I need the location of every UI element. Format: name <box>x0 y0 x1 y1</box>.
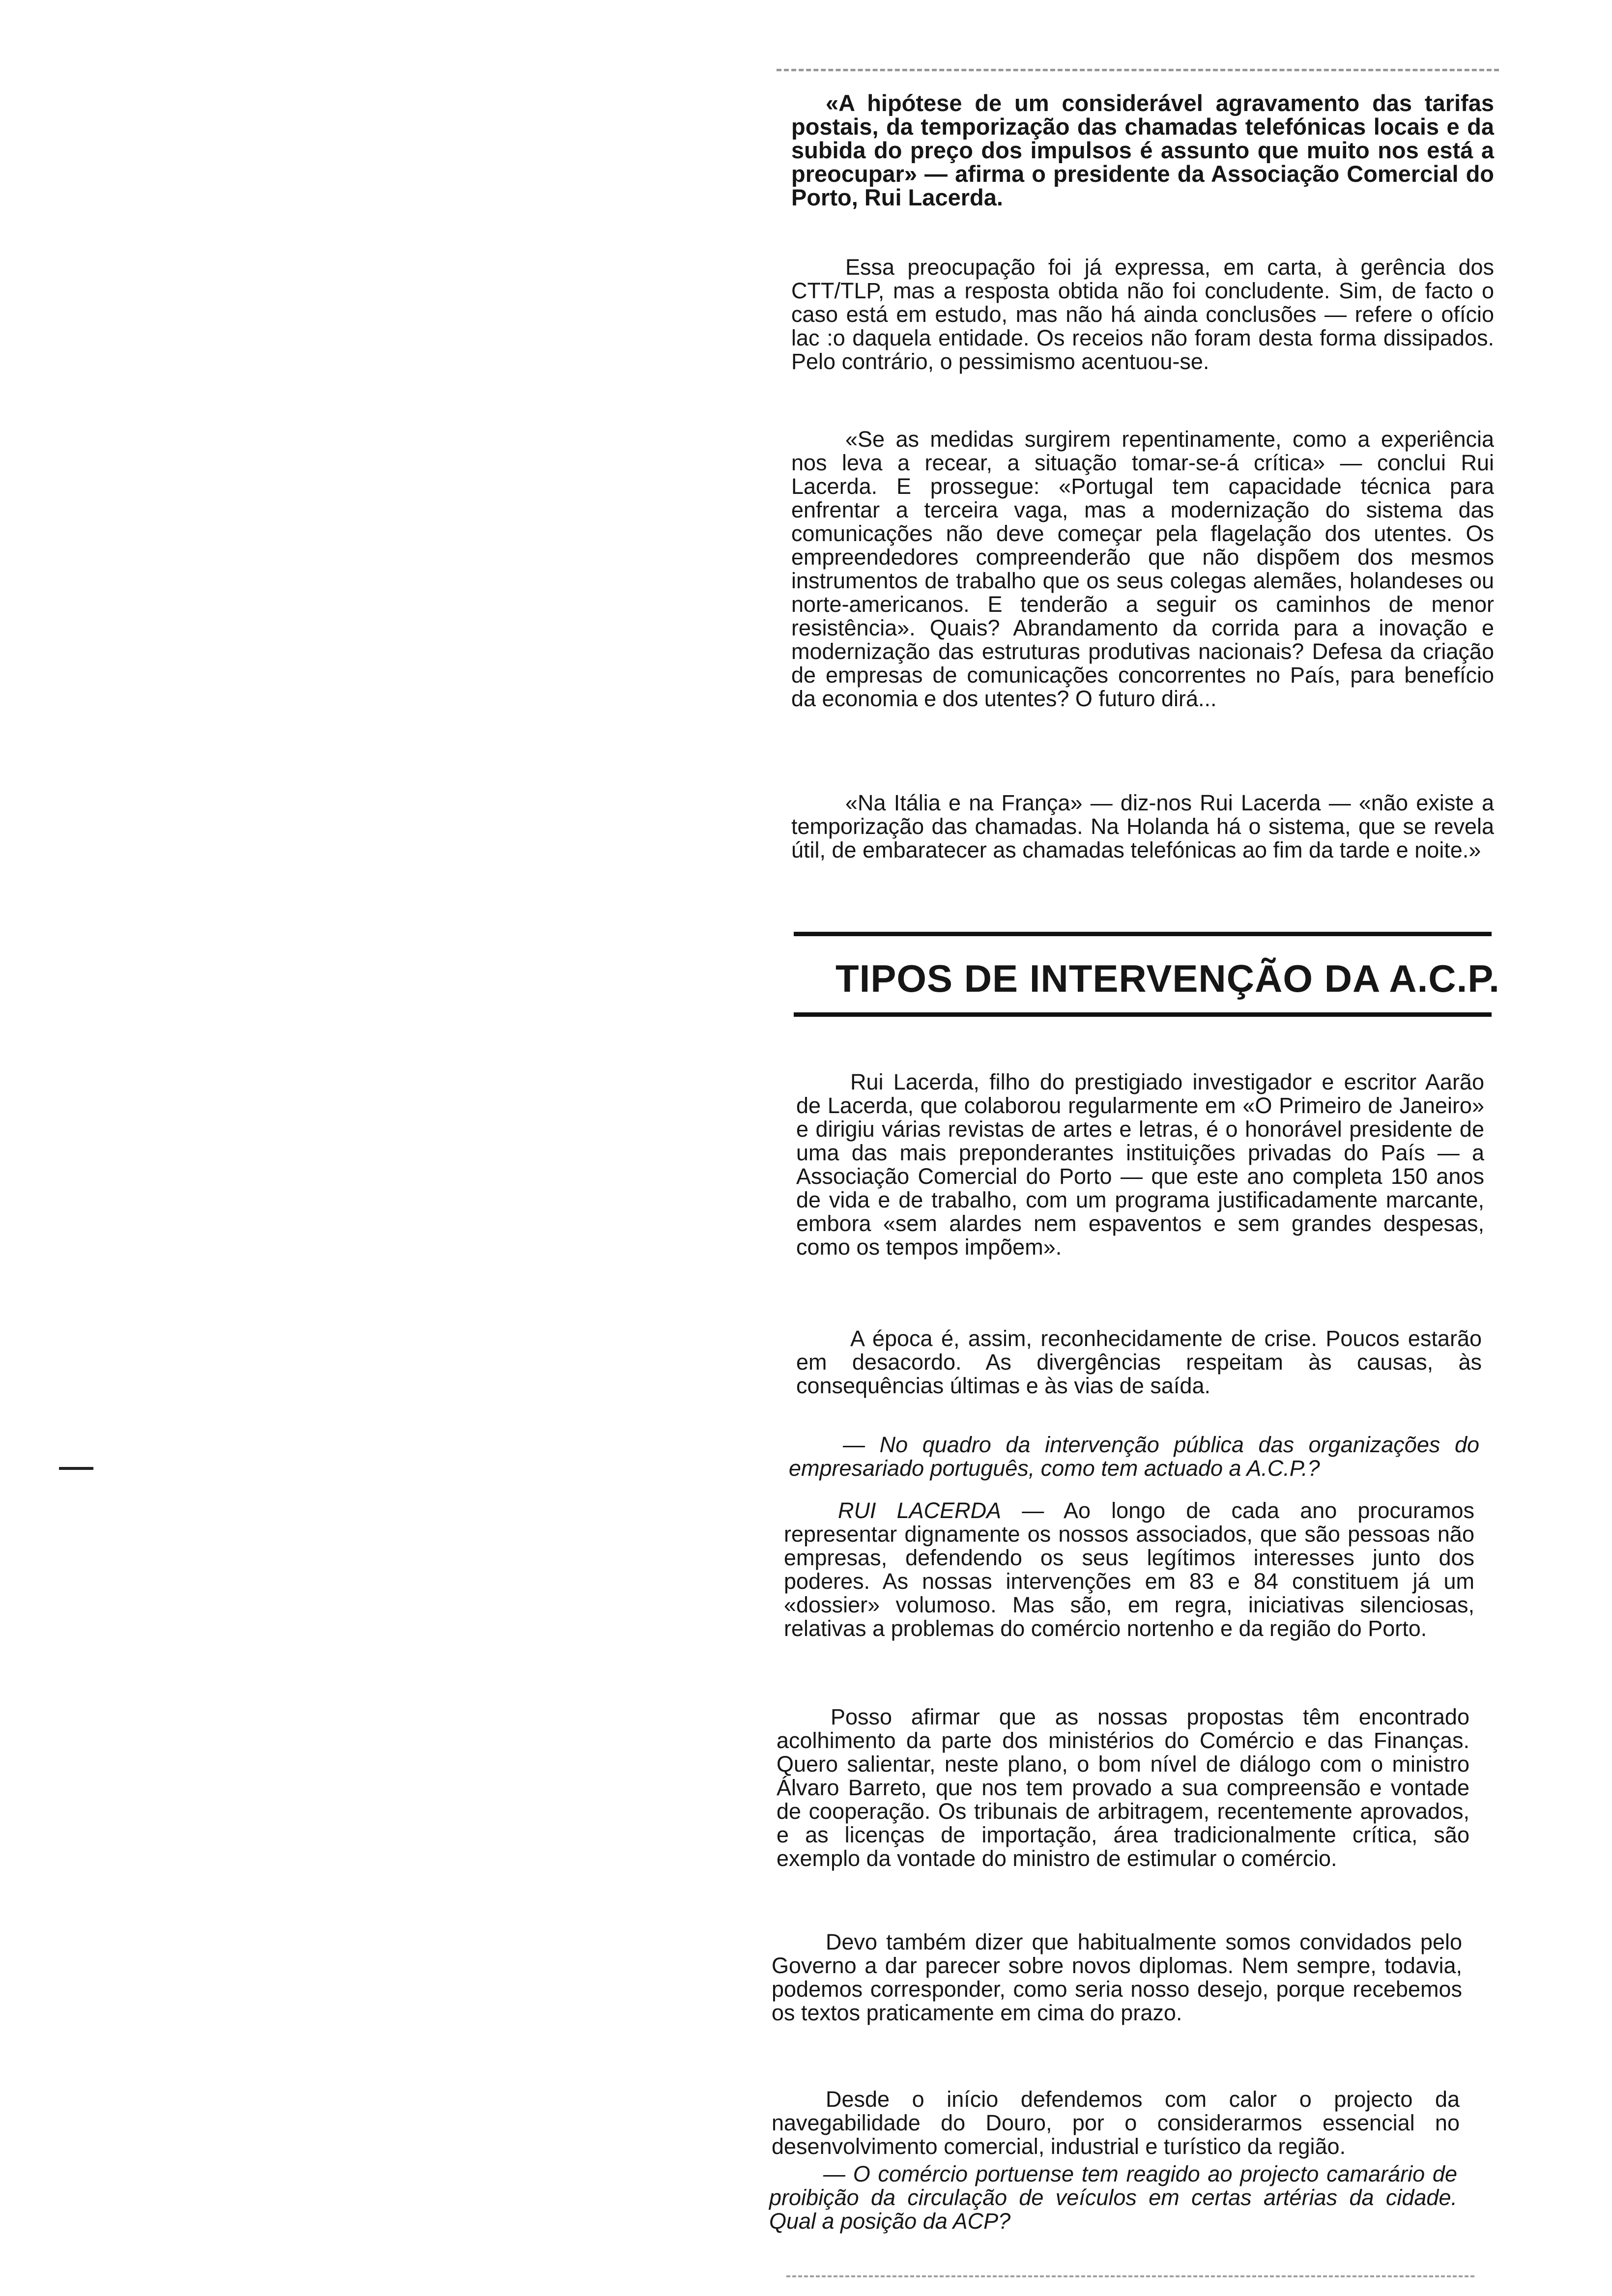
paragraph: Devo também dizer que habitualmente somos convidados pelo Governo a dar parecer sobre novos diplomas. Nem sempre, todavia, podemos corresponder, como seria nosso desejo, porque recebemos os textos praticamente em cima do prazo. <box>772 1929 1462 2025</box>
interview-question <box>789 1433 1479 1480</box>
paragraph-block <box>772 2088 1460 2158</box>
answer-text: — Ao longo de cada ano procuramos representar dignamente os nossos associados, que são pessoas não empresas, defendendo os seus legítimos interesses junto dos poderes. As nossas intervenções em 83 e 84 constituem já um «dossier» volumoso. Mas são, em regra, iniciativas silenciosas, relativas a problemas do comércio nortenho e da região do Porto. <box>784 1498 1474 1641</box>
paragraph: «Na Itália e na França» — diz-nos Rui Lacerda — «não existe a temporização das chamadas. Na Holanda há o sistema, que se revela útil, de embaratecer as chamadas telefónicas ao fim da tarde e noite.» <box>791 790 1494 862</box>
interview-question <box>769 2162 1457 2233</box>
interview-answer <box>784 1499 1474 1640</box>
paragraph: Essa preocupação foi já expressa, em carta, à gerência dos CTT/TLP, mas a resposta obtida não foi concludente. Sim, de facto o caso está em estudo, mas não há ainda conclusões — refere o ofício lac :o daquela entidade. Os receios não foram desta forma dissipados. Pelo contrário, o pessimismo acentuou-se. <box>791 255 1494 374</box>
question-text: — No quadro da intervenção pública das organizações do empresariado português, como tem actuado a A.C.P.? <box>789 1432 1479 1481</box>
paragraph-block <box>796 1327 1482 1398</box>
paragraph: «Se as medidas surgirem repentinamente, como a experiência nos leva a recear, a situação tomar-se-á crítica» — conclui Rui Lacerda. E prossegue: «Portugal tem capacidade técnica para enfrentar a terceira vaga, mas a modernização do sistema das comunicações não deve começar pela flagelação dos utentes. Os empreendedores compreenderão que não dispõem dos mesmos instrumentos de trabalho que os seus colegas alemães, holandeses ou norte-americanos. E tenderão a seguir os caminhos de menor resistência». Quais? Abrandamento da corrida para a inovação e modernização das estruturas produtivas nacionais? Defesa da criação de empresas de comunicações concorrentes no País, para benefício da economia e dos utentes? O futuro dirá... <box>791 427 1494 711</box>
paragraph-block <box>796 1070 1484 1259</box>
speaker-name: RUI LACERDA <box>838 1498 1002 1523</box>
scan-bottom-edge <box>786 2275 1474 2281</box>
margin-mark <box>59 1467 93 1470</box>
question-text: — O comércio portuense tem reagido ao projecto camarário de proibição da circulação de veículos em certas artérias da cidade. Qual a posição da ACP? <box>769 2161 1457 2234</box>
lead-paragraph: «A hipótese de um considerável agravamento das tarifas postais, da temporização das chamadas telefónicas locais e da subida do preço dos impulsos é assunto que muito nos está a preocupar» — afirma o presidente da Associação Comercial do Porto, Rui Lacerda. <box>791 90 1494 210</box>
paragraph-block <box>791 791 1494 862</box>
scan-top-edge <box>777 69 1499 78</box>
section-heading: TIPOS DE INTERVENÇÃO DA A.C.P. <box>835 957 1500 1000</box>
heading-rule-bottom <box>794 1012 1492 1017</box>
paragraph-block <box>791 256 1494 373</box>
paragraph: A época é, assim, reconhecidamente de crise. Poucos estarão em desacordo. As divergências respeitam às causas, às consequências últimas e às vias de saída. <box>796 1326 1482 1398</box>
answer-paragraph <box>784 1499 1474 1640</box>
paragraph-block <box>772 1930 1462 2025</box>
paragraph-block <box>791 428 1494 711</box>
paragraph: Desde o início defendemos com calor o projecto da navegabilidade do Douro, por o considerarmos essencial no desenvolvimento comercial, industrial e turístico da região. <box>772 2087 1460 2159</box>
article-lead <box>791 91 1494 209</box>
heading-rule-top <box>794 932 1492 936</box>
paragraph: Posso afirmar que as nossas propostas têm encontrado acolhimento da parte dos ministérios do Comércio e das Finanças. Quero salientar, neste plano, o bom nível de diálogo com o ministro Álvaro Barreto, que nos tem provado a sua compreensão e vontade de cooperação. Os tribunais de arbitragem, recentemente aprovados, e as licenças de importação, área tradicionalmente crítica, são exemplo da vontade do ministro de estimular o comércio. <box>777 1704 1469 1871</box>
intro-paragraph: Rui Lacerda, filho do prestigiado investigador e escritor Aarão de Lacerda, que colaborou regularmente em «O Primeiro de Janeiro» e dirigiu várias revistas de artes e letras, é o honorável presidente de uma das mais preponderantes instituições privadas do País — a Associação Comercial do Porto — que este ano completa 150 anos de vida e de trabalho, com um programa justificadamente marcante, embora «sem alardes nem espaventos e sem grandes despesas, como os tempos impõem». <box>796 1069 1484 1260</box>
paragraph-block <box>777 1705 1469 1870</box>
